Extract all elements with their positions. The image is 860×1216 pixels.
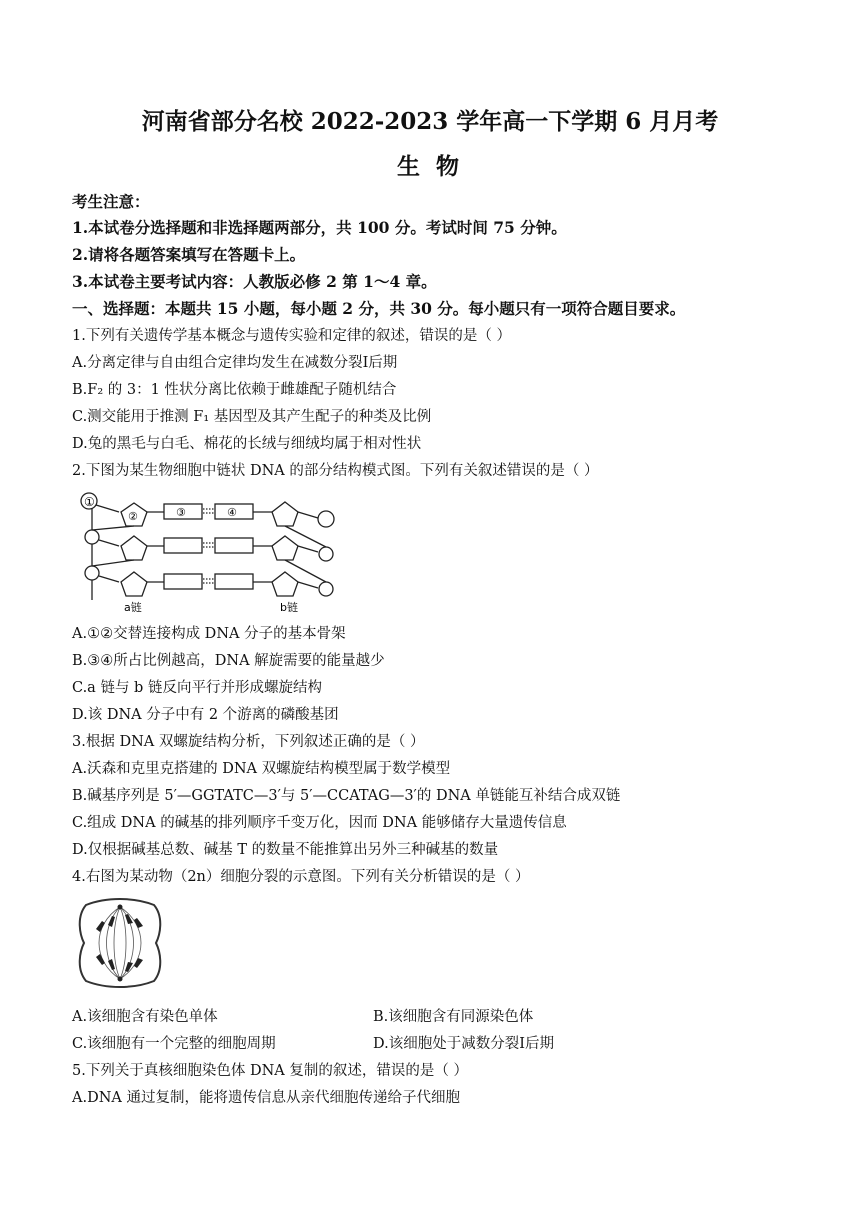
cell-division-figure	[72, 895, 168, 991]
dna-structure-figure	[72, 488, 352, 616]
question-1-option-a: A.分离定律与自由组合定律均发生在减数分裂Ⅰ后期	[72, 355, 398, 371]
question-3-option-a: A.沃森和克里克搭建的 DNA 双螺旋结构模型属于数学模型	[72, 761, 451, 777]
chain-a-label: a链	[124, 601, 142, 614]
deoxyribose-pentagon	[272, 572, 298, 596]
question-4-option-d: D.该细胞处于减数分裂Ⅰ后期	[373, 1036, 554, 1052]
question-5-option-a: A.DNA 通过复制，能将遗传信息从亲代细胞传递给子代细胞	[72, 1090, 460, 1106]
question-4-option-a: A.该细胞含有染色单体	[72, 1009, 218, 1025]
phosphate-circle	[85, 566, 99, 580]
question-2-option-c: C.a 链与 b 链反向平行并形成螺旋结构	[72, 680, 322, 696]
question-2-option-d: D.该 DNA 分子中有 2 个游离的磷酸基团	[72, 707, 339, 723]
figure-label-4: ④	[227, 506, 237, 519]
deoxyribose-pentagon	[121, 536, 147, 560]
deoxyribose-pentagon	[272, 502, 298, 526]
question-4-option-c: C.该细胞有一个完整的细胞周期	[72, 1036, 276, 1052]
exam-title: 河南省部分名校 2022-2023 学年高一下学期 6 月月考	[141, 108, 719, 135]
question-2-option-b: B.③④所占比例越高，DNA 解旋需要的能量越少	[72, 653, 385, 669]
phosphate-circle	[85, 530, 99, 544]
notice-item-1: 1.本试卷分选择题和非选择题两部分，共 100 分。考试时间 75 分钟。	[72, 218, 567, 237]
question-3-option-d: D.仅根据碱基总数、碱基 T 的数量不能推算出另外三种碱基的数量	[72, 842, 499, 858]
base-rect	[164, 574, 202, 589]
figure-label-2: ②	[128, 510, 138, 523]
section-heading: 一、选择题：本题共 15 小题，每小题 2 分，共 30 分。每小题只有一项符合题目要求。	[72, 299, 686, 318]
figure-label-1: ①	[84, 495, 95, 509]
question-4-stem: 4.右图为某动物（2n）细胞分裂的示意图。下列有关分析错误的是（ ）	[72, 869, 530, 885]
base-rect	[215, 574, 253, 589]
question-1-option-d: D.兔的黑毛与白毛、棉花的长绒与细绒均属于相对性状	[72, 436, 422, 452]
phosphate-circle	[319, 547, 333, 561]
question-3-option-b: B.碱基序列是 5′—GGTATC—3′与 5′—CCATAG—3′的 DNA 单链能互补结合成双链	[72, 788, 621, 804]
deoxyribose-pentagon	[272, 536, 298, 560]
question-4-option-b: B.该细胞含有同源染色体	[373, 1009, 534, 1025]
phosphate-circle	[319, 582, 333, 596]
question-5-stem: 5.下列关于真核细胞染色体 DNA 复制的叙述，错误的是（ ）	[72, 1063, 468, 1079]
question-1-option-c: C.测交能用于推测 F₁ 基因型及其产生配子的种类及比例	[72, 409, 432, 425]
base-rect	[164, 538, 202, 553]
question-2-stem: 2.下图为某生物细胞中链状 DNA 的部分结构模式图。下列有关叙述错误的是（ ）	[72, 463, 599, 479]
question-3-option-c: C.组成 DNA 的碱基的排列顺序千变万化，因而 DNA 能够储存大量遗传信息	[72, 815, 567, 831]
subject-title: 生 物	[396, 153, 463, 180]
chain-b-label: b链	[280, 601, 298, 614]
notice-item-3: 3.本试卷主要考试内容：人教版必修 2 第 1～4 章。	[72, 272, 437, 291]
question-3-stem: 3.根据 DNA 双螺旋结构分析，下列叙述正确的是（ ）	[72, 734, 425, 750]
question-2-option-a: A.①②交替连接构成 DNA 分子的基本骨架	[72, 626, 346, 642]
question-1-option-b: B.F₂ 的 3：1 性状分离比依赖于雌雄配子随机结合	[72, 382, 397, 398]
phosphate-circle	[318, 511, 334, 527]
figure-label-3: ③	[176, 506, 186, 519]
question-1-stem: 1.下列有关遗传学基本概念与遗传实验和定律的叙述，错误的是（ ）	[72, 328, 511, 344]
notice-item-2: 2.请将各题答案填写在答题卡上。	[72, 245, 306, 264]
deoxyribose-pentagon	[121, 572, 147, 596]
base-rect	[215, 538, 253, 553]
notice-heading: 考生注意：	[72, 192, 150, 211]
